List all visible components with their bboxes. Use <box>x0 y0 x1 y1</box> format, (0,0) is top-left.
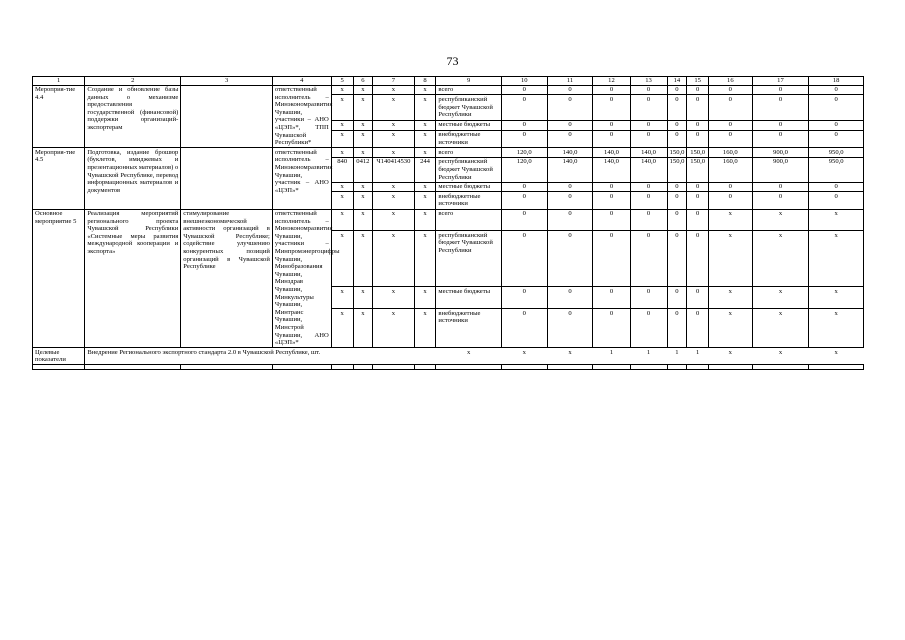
budget-code: x <box>331 209 353 231</box>
budget-code: x <box>373 148 414 158</box>
funding-source: всего <box>436 148 501 158</box>
budget-code: x <box>414 120 436 130</box>
year-value: 900,0 <box>752 157 809 182</box>
year-value: 0 <box>687 182 709 192</box>
column-header: 12 <box>593 77 630 86</box>
year-value: 120,0 <box>501 157 547 182</box>
year-value: 0 <box>547 182 593 192</box>
year-value: 0 <box>630 85 667 95</box>
year-value: 0 <box>709 120 753 130</box>
funding-source: внебюджетные источники <box>436 130 501 148</box>
year-value: 0 <box>687 192 709 209</box>
column-header: 15 <box>687 77 709 86</box>
year-value: 160,0 <box>709 157 753 182</box>
year-value: x <box>809 287 864 309</box>
blank-cell <box>687 365 709 370</box>
year-value: 0 <box>667 192 687 209</box>
budget-code: x <box>353 309 373 348</box>
target-value: x <box>752 348 809 365</box>
column-header: 10 <box>501 77 547 86</box>
funding-source: местные бюджеты <box>436 182 501 192</box>
year-value: 0 <box>547 95 593 120</box>
year-value: 0 <box>547 192 593 209</box>
budget-table <box>32 76 864 370</box>
budget-code: x <box>353 148 373 158</box>
year-value: 0 <box>709 192 753 209</box>
budget-code: x <box>373 209 414 231</box>
year-value: 0 <box>752 120 809 130</box>
budget-code: x <box>373 182 414 192</box>
budget-code: x <box>353 120 373 130</box>
budget-code: x <box>353 287 373 309</box>
year-value: 0 <box>593 309 630 348</box>
year-value: 0 <box>709 182 753 192</box>
year-value: 0 <box>501 192 547 209</box>
year-value: 0 <box>667 85 687 95</box>
budget-code: x <box>414 85 436 95</box>
activity-goal: стимулирование внешнеэкономической активности организаций в Чувашской Республике; содействие улучшению конкурентных позиций организаций в Чувашской Республике <box>181 209 273 348</box>
year-value: 0 <box>501 287 547 309</box>
year-value: 0 <box>667 287 687 309</box>
year-value: 0 <box>501 209 547 231</box>
year-value: x <box>752 231 809 287</box>
budget-code: x <box>414 95 436 120</box>
target-value: x <box>809 348 864 365</box>
budget-code: x <box>331 287 353 309</box>
year-value: 0 <box>501 231 547 287</box>
responsible-executor: ответственный исполнитель – Минэкономразвития Чувашии, участники – Минпромэнергоцифры Чувашии, Минобразования Чувашии, Минздрав Чувашии, Минкультуры Чувашии, Минтранс Чувашии, Минстрой Чувашии, АНО «ЦЭП»* <box>272 209 331 348</box>
budget-code: x <box>353 130 373 148</box>
budget-code: x <box>331 231 353 287</box>
year-value: 140,0 <box>593 148 630 158</box>
budget-code: x <box>373 231 414 287</box>
year-value: 0 <box>752 182 809 192</box>
year-value: 0 <box>630 120 667 130</box>
year-value: 950,0 <box>809 157 864 182</box>
blank-cell <box>667 365 687 370</box>
blank-cell <box>593 365 630 370</box>
blank-cell <box>436 365 501 370</box>
budget-code: x <box>353 95 373 120</box>
responsible-executor: ответственный исполнитель – Минэкономразвития Чувашии, участники – АНО «ЦЭП»*, ТПП Чувашской Республики* <box>272 85 331 148</box>
year-value: x <box>709 309 753 348</box>
year-value: 0 <box>667 130 687 148</box>
year-value: 0 <box>667 231 687 287</box>
target-value: x <box>709 348 753 365</box>
year-value: 0 <box>687 120 709 130</box>
year-value: 0 <box>630 309 667 348</box>
year-value: 0 <box>547 130 593 148</box>
year-value: 0 <box>752 95 809 120</box>
blank-cell <box>630 365 667 370</box>
column-header: 17 <box>752 77 809 86</box>
year-value: 150,0 <box>687 157 709 182</box>
year-value: x <box>809 209 864 231</box>
funding-source: местные бюджеты <box>436 287 501 309</box>
funding-source: республиканский бюджет Чувашской Республики <box>436 231 501 287</box>
year-value: 0 <box>630 192 667 209</box>
budget-code: Ч140414530 <box>373 157 414 182</box>
year-value: 0 <box>809 95 864 120</box>
year-value: 150,0 <box>667 148 687 158</box>
column-header: 3 <box>181 77 273 86</box>
column-header: 7 <box>373 77 414 86</box>
target-indicator-row <box>33 348 864 365</box>
year-value: 0 <box>809 85 864 95</box>
funding-source: местные бюджеты <box>436 120 501 130</box>
budget-code: x <box>331 95 353 120</box>
year-value: 0 <box>547 287 593 309</box>
funding-source: республиканский бюджет Чувашской Республики <box>436 95 501 120</box>
blank-cell <box>85 365 181 370</box>
year-value: 0 <box>667 209 687 231</box>
blank-cell <box>501 365 547 370</box>
column-header: 9 <box>436 77 501 86</box>
year-value: 0 <box>809 130 864 148</box>
budget-code: x <box>331 182 353 192</box>
activity-goal <box>181 85 273 148</box>
column-header: 16 <box>709 77 753 86</box>
budget-code: x <box>414 287 436 309</box>
year-value: 0 <box>547 309 593 348</box>
column-header: 2 <box>85 77 181 86</box>
budget-code: x <box>331 148 353 158</box>
column-header: 5 <box>331 77 353 86</box>
year-value: 0 <box>547 120 593 130</box>
year-value: 0 <box>687 85 709 95</box>
year-value: 140,0 <box>547 148 593 158</box>
year-value: x <box>752 309 809 348</box>
blank-cell <box>373 365 414 370</box>
year-value: 0 <box>593 231 630 287</box>
year-value: 140,0 <box>593 157 630 182</box>
responsible-executor: ответственный исполнитель – Минэкономразвития Чувашии, участник – АНО «ЦЭП»* <box>272 148 331 209</box>
year-value: 0 <box>630 209 667 231</box>
year-value: 0 <box>687 209 709 231</box>
column-header: 14 <box>667 77 687 86</box>
budget-code: x <box>353 209 373 231</box>
blank-cell <box>181 365 273 370</box>
budget-code: x <box>414 182 436 192</box>
budget-code: x <box>373 309 414 348</box>
budget-code: x <box>414 148 436 158</box>
column-header: 18 <box>809 77 864 86</box>
blank-cell <box>709 365 753 370</box>
column-header: 4 <box>272 77 331 86</box>
year-value: 0 <box>501 130 547 148</box>
year-value: 0 <box>687 130 709 148</box>
year-value: x <box>709 287 753 309</box>
budget-code: x <box>373 85 414 95</box>
year-value: 0 <box>752 85 809 95</box>
table-row <box>33 148 864 158</box>
budget-code: x <box>331 192 353 209</box>
year-value: 0 <box>501 182 547 192</box>
activity-name: Подготовка, издание брошюр (буклетов, имиджевых и презентационных материалов) о Чувашской Республике, перевод информационных материалов и документов <box>85 148 181 209</box>
year-value: 0 <box>593 95 630 120</box>
year-value: x <box>809 231 864 287</box>
budget-code: x <box>414 192 436 209</box>
column-header: 8 <box>414 77 436 86</box>
year-value: 0 <box>501 95 547 120</box>
target-label: Целевые показатели <box>33 348 85 365</box>
year-value: 0 <box>547 85 593 95</box>
year-value: 0 <box>709 95 753 120</box>
activity-goal <box>181 148 273 209</box>
budget-code: x <box>414 309 436 348</box>
blank-cell <box>353 365 373 370</box>
year-value: 0 <box>667 120 687 130</box>
budget-code: x <box>414 130 436 148</box>
activity-name: Создание и обновление базы данных о механизме предоставления государственной (финансовой) поддержки организаций-экспортерам <box>85 85 181 148</box>
year-value: 0 <box>593 209 630 231</box>
year-value: 0 <box>630 95 667 120</box>
year-value: 0 <box>752 130 809 148</box>
year-value: 0 <box>687 95 709 120</box>
budget-code: x <box>353 231 373 287</box>
activity-label: Основное мероприятие 5 <box>33 209 85 348</box>
table-row <box>33 209 864 231</box>
year-value: 140,0 <box>630 148 667 158</box>
budget-code: x <box>373 192 414 209</box>
column-header: 1 <box>33 77 85 86</box>
funding-source: внебюджетные источники <box>436 309 501 348</box>
year-value: 0 <box>809 182 864 192</box>
funding-source: всего <box>436 209 501 231</box>
budget-code: x <box>414 231 436 287</box>
column-header: 11 <box>547 77 593 86</box>
column-header: 13 <box>630 77 667 86</box>
year-value: x <box>709 231 753 287</box>
budget-code: x <box>331 309 353 348</box>
budget-code: x <box>373 120 414 130</box>
blank-cell <box>547 365 593 370</box>
year-value: 0 <box>501 120 547 130</box>
target-value: 1 <box>667 348 687 365</box>
year-value: 0 <box>593 192 630 209</box>
budget-code: x <box>331 130 353 148</box>
target-value: 1 <box>630 348 667 365</box>
budget-code: x <box>331 120 353 130</box>
target-value: 1 <box>593 348 630 365</box>
year-value: 0 <box>667 182 687 192</box>
activity-name: Реализация мероприятий регионального проекта Чувашской Республики «Системные меры развития международной кооперации и экспорта» <box>85 209 181 348</box>
budget-code: x <box>353 85 373 95</box>
funding-source: внебюджетные источники <box>436 192 501 209</box>
year-value: 0 <box>630 182 667 192</box>
budget-code: x <box>373 130 414 148</box>
blank-cell <box>809 365 864 370</box>
year-value: 0 <box>687 287 709 309</box>
header-row <box>33 77 864 86</box>
blank-cell <box>752 365 809 370</box>
year-value: 0 <box>630 130 667 148</box>
year-value: 150,0 <box>667 157 687 182</box>
blank-row <box>33 365 864 370</box>
column-header: 6 <box>353 77 373 86</box>
target-value: x <box>501 348 547 365</box>
year-value: 0 <box>709 130 753 148</box>
year-value: x <box>809 309 864 348</box>
year-value: 0 <box>809 192 864 209</box>
year-value: 0 <box>593 182 630 192</box>
activity-label: Мероприя-тие 4.5 <box>33 148 85 209</box>
activity-label: Мероприя-тие 4.4 <box>33 85 85 148</box>
budget-code: x <box>353 182 373 192</box>
page-number: 73 <box>446 54 459 68</box>
blank-cell <box>414 365 436 370</box>
year-value: 0 <box>593 130 630 148</box>
budget-code: x <box>373 287 414 309</box>
budget-code: x <box>353 192 373 209</box>
year-value: 0 <box>547 209 593 231</box>
year-value: 0 <box>687 309 709 348</box>
year-value: 120,0 <box>501 148 547 158</box>
year-value: 140,0 <box>547 157 593 182</box>
year-value: 0 <box>667 95 687 120</box>
year-value: x <box>752 287 809 309</box>
budget-code: x <box>373 95 414 120</box>
year-value: x <box>752 209 809 231</box>
funding-source: всего <box>436 85 501 95</box>
year-value: 0 <box>593 287 630 309</box>
funding-source: республиканский бюджет Чувашской Республики <box>436 157 501 182</box>
blank-cell <box>331 365 353 370</box>
budget-code: 0412 <box>353 157 373 182</box>
year-value: 0 <box>593 120 630 130</box>
target-value: 1 <box>687 348 709 365</box>
year-value: x <box>709 209 753 231</box>
year-value: 900,0 <box>752 148 809 158</box>
year-value: 0 <box>809 120 864 130</box>
year-value: 0 <box>752 192 809 209</box>
budget-code: 244 <box>414 157 436 182</box>
budget-code: x <box>331 85 353 95</box>
year-value: 0 <box>709 85 753 95</box>
year-value: 160,0 <box>709 148 753 158</box>
target-value: x <box>547 348 593 365</box>
budget-code: 840 <box>331 157 353 182</box>
year-value: 0 <box>630 287 667 309</box>
year-value: 0 <box>501 309 547 348</box>
budget-code: x <box>414 209 436 231</box>
year-value: 0 <box>630 231 667 287</box>
table-row <box>33 85 864 95</box>
blank-cell <box>272 365 331 370</box>
year-value: 0 <box>667 309 687 348</box>
year-value: 0 <box>501 85 547 95</box>
blank-cell <box>33 365 85 370</box>
year-value: 0 <box>593 85 630 95</box>
year-value: 0 <box>687 231 709 287</box>
target-text: Внедрение Регионального экспортного стандарта 2.0 в Чувашской Республике, шт. <box>85 348 436 365</box>
year-value: 150,0 <box>687 148 709 158</box>
target-value: x <box>436 348 501 365</box>
year-value: 0 <box>547 231 593 287</box>
year-value: 950,0 <box>809 148 864 158</box>
year-value: 140,0 <box>630 157 667 182</box>
